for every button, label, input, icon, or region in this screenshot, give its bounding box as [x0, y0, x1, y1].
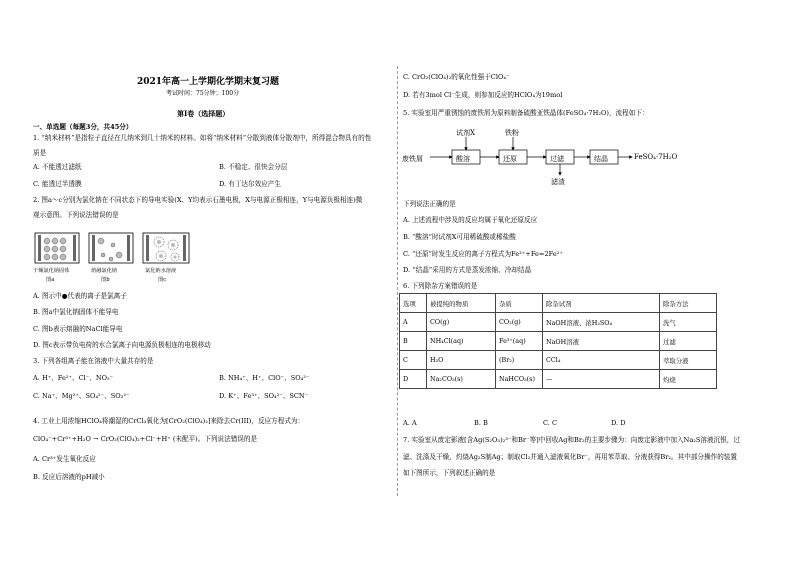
q1-stem-line1: 1. “纳米材料”是指粒子直径在几纳米到几十纳米的材料。如将“纳米材料”分散到液体分散剂中，所得混合物具有的性	[33, 134, 372, 142]
flow-iron-powder: 铁粉	[505, 129, 519, 137]
table-cell: Fe³⁺(aq)	[496, 332, 543, 351]
flow-step-filter: 过滤	[550, 155, 564, 163]
page-title: 2021年高一上学期化学期末复习题	[137, 77, 280, 87]
flow-start: 废铁屑	[402, 155, 423, 163]
table-cell: NaOH溶液、浓H₂SO₄	[543, 313, 660, 332]
q3-option-d[interactable]: D. K⁺、Fe³⁺、SO₄²⁻、SCN⁻	[219, 392, 309, 400]
table-cell: D	[400, 370, 427, 389]
table-header-cell: 杂质	[496, 294, 543, 313]
q2-option-c[interactable]: C. 图b表示熔融的NaCl能导电	[33, 325, 123, 333]
table-cell: CCl₄	[543, 351, 660, 370]
q4-option-c[interactable]: C. CrO₂(ClO₄)₂的氧化性强于ClO₄⁻	[403, 73, 510, 81]
flow-residue: 滤渣	[551, 178, 565, 186]
q5-option-a[interactable]: A. 上述流程中涉及的反应均属于氧化还原反应	[403, 216, 538, 224]
figure-a-caption: 干燥氯化钠固体	[33, 268, 70, 274]
table-header-cell: 除杂方法	[660, 294, 717, 313]
column-divider	[397, 66, 398, 496]
figure-b-label: 图b	[101, 277, 110, 283]
q3-stem: 3. 下列各组离子能在溶液中大量共存的是	[33, 357, 154, 365]
q6-table	[399, 293, 717, 389]
q4-option-b[interactable]: B. 反应后溶液的pH减小	[33, 473, 105, 481]
exam-info: 考试时间：75分钟；100分	[166, 90, 240, 97]
table-header-cell: 除杂试剂	[543, 294, 660, 313]
q7-line3: 如下图所示，下列叙述正确的是	[403, 469, 496, 477]
figure-b-beaker	[89, 233, 133, 263]
table-cell: (Br₂)	[496, 351, 543, 370]
q2-figure	[33, 231, 193, 291]
flow-step-crystal: 结晶	[594, 155, 608, 163]
q2-option-d[interactable]: D. 图c表示带负电荷的水合氯离子向电源负极相连的电极移动	[33, 341, 211, 349]
table-cell: C	[400, 351, 427, 370]
table-row	[400, 351, 717, 370]
q5-intro: 下列说法正确的是	[403, 200, 456, 208]
q6-option-b[interactable]: B. B	[474, 419, 488, 427]
figure-a-beaker	[35, 233, 79, 263]
q5-stem: 5. 实验室用严重锈蚀的废铁屑为原料制备硫酸亚铁晶体(FeSO₄·7H₂O)，流程如下：	[403, 109, 649, 117]
figure-c-caption: 氯化钠水溶液	[145, 268, 177, 274]
q1-option-c[interactable]: C. 能透过半透膜	[33, 180, 82, 188]
table-cell: 洗气	[660, 313, 717, 332]
flow-reagent-x: 试剂X	[456, 129, 475, 137]
q6-option-a[interactable]: A. A	[403, 419, 417, 427]
figure-a-label: 图a	[46, 277, 55, 283]
q7-line2: 滤、洗涤及干燥，灼烧Ag₂S制Ag；制取Cl₂并通入滤液氧化Br⁻，再用苯萃取、分液获得Br₂。其中部分操作的装置	[403, 453, 737, 461]
table-row	[400, 332, 717, 351]
q4-stem-line2: ClO₄⁻+Cr³⁺+H₂O → CrO₂(ClO₄)₂+Cl⁻+H⁺ (未配平)。下列说法错误的是	[33, 435, 258, 443]
table-cell: CO₂(g)	[496, 313, 543, 332]
q6-option-d[interactable]: D. D	[611, 419, 626, 427]
q6-option-c[interactable]: C. C	[543, 419, 558, 427]
q1-option-d[interactable]: D. 有丁达尔效应产生	[219, 180, 281, 188]
flow-step-reduce: 还原	[503, 155, 517, 163]
table-header-row	[400, 294, 717, 313]
q1-stem-line2: 质是	[33, 149, 47, 157]
table-row	[400, 313, 717, 332]
q3-option-b[interactable]: B. NH₄⁺、H⁺、ClO⁻、SO₄²⁻	[219, 374, 310, 382]
figure-b-caption: 熔融氯化钠	[91, 268, 117, 274]
q5-option-b[interactable]: B. “酸溶”时试剂X可用稀硫酸或稀盐酸	[403, 233, 516, 241]
section-heading: 一、单选题（每题3分，共45分）	[33, 123, 133, 131]
q1-option-a[interactable]: A. 不能透过滤纸	[33, 163, 82, 171]
q3-option-c[interactable]: C. Na⁺、Mg²⁺、SO₄²⁻、SO₃²⁻	[33, 392, 130, 400]
q5-option-c[interactable]: C. “还原”时发生反应的离子方程式为Fe³⁺+Fe=2Fe²⁺	[403, 250, 563, 258]
table-cell: CO(g)	[427, 313, 496, 332]
q6-stem: 6. 下列除杂方案错误的是	[403, 282, 478, 290]
table-cell: NaOH溶液	[543, 332, 660, 351]
figure-c-label: 图c	[158, 277, 167, 283]
q7-line1: 7. 实验室从废定影液[含Ag(S₂O₃)₂³⁻和Br⁻等]中回收Ag和Br₂的主要步骤为：向废定影液中加入Na₂S溶液沉银，过	[403, 436, 740, 444]
q1-option-b[interactable]: B. 不稳定、很快会分层	[219, 163, 288, 171]
table-cell: 过滤	[660, 332, 717, 351]
q5-option-d[interactable]: D. “结晶”采用的方式是蒸发浓缩、冷却结晶	[403, 266, 532, 274]
flow-step-acid: 酸溶	[456, 155, 470, 163]
table-cell: 灼烧	[660, 370, 717, 389]
figure-c-beaker	[143, 233, 189, 263]
table-header-cell: 选项	[400, 294, 427, 313]
q2-stem-line2: 观示意图。下列说法错误的是	[33, 211, 119, 219]
table-cell: —	[543, 370, 660, 389]
table-cell: H₂O	[427, 351, 496, 370]
table-cell: 萃取分液	[660, 351, 717, 370]
table-cell: NaHCO₃(s)	[496, 370, 543, 389]
table-cell: A	[400, 313, 427, 332]
part-heading: 第I卷（选择题）	[177, 109, 230, 118]
q4-option-d[interactable]: D. 若有3mol Cl⁻生成，则参加反应的HClO₄为19mol	[403, 91, 563, 99]
q2-option-a[interactable]: A. 图示中●代表的离子是氯离子	[33, 292, 127, 300]
table-cell: NH₄Cl(aq)	[427, 332, 496, 351]
flow-product: FeSO₄·7H₂O	[634, 153, 678, 161]
q2-stem-line1: 2. 图a～c分别为氯化钠在不同状态下的导电实验(X、Y均表示石墨电极，X与电源正极相连，Y与电源负极相连)微	[33, 196, 363, 204]
q4-option-a[interactable]: A. Cr³⁺发生氧化反应	[33, 455, 96, 463]
table-row	[400, 370, 717, 389]
q2-option-b[interactable]: B. 图a中氯化钠固体不能导电	[33, 308, 119, 316]
table-cell: Na₂CO₃(s)	[427, 370, 496, 389]
table-cell: B	[400, 332, 427, 351]
q3-option-a[interactable]: A. H⁺、Fe²⁺、Cl⁻、NO₃⁻	[33, 374, 114, 382]
q4-stem-line1: 4. 工业上用浓缩HClO₄将潮湿的CrCl₃氧化为[CrO₂(ClO₄)₂]来除去Cr(III)，反应方程式为：	[33, 417, 305, 425]
table-header-cell: 被提纯的物质	[427, 294, 496, 313]
